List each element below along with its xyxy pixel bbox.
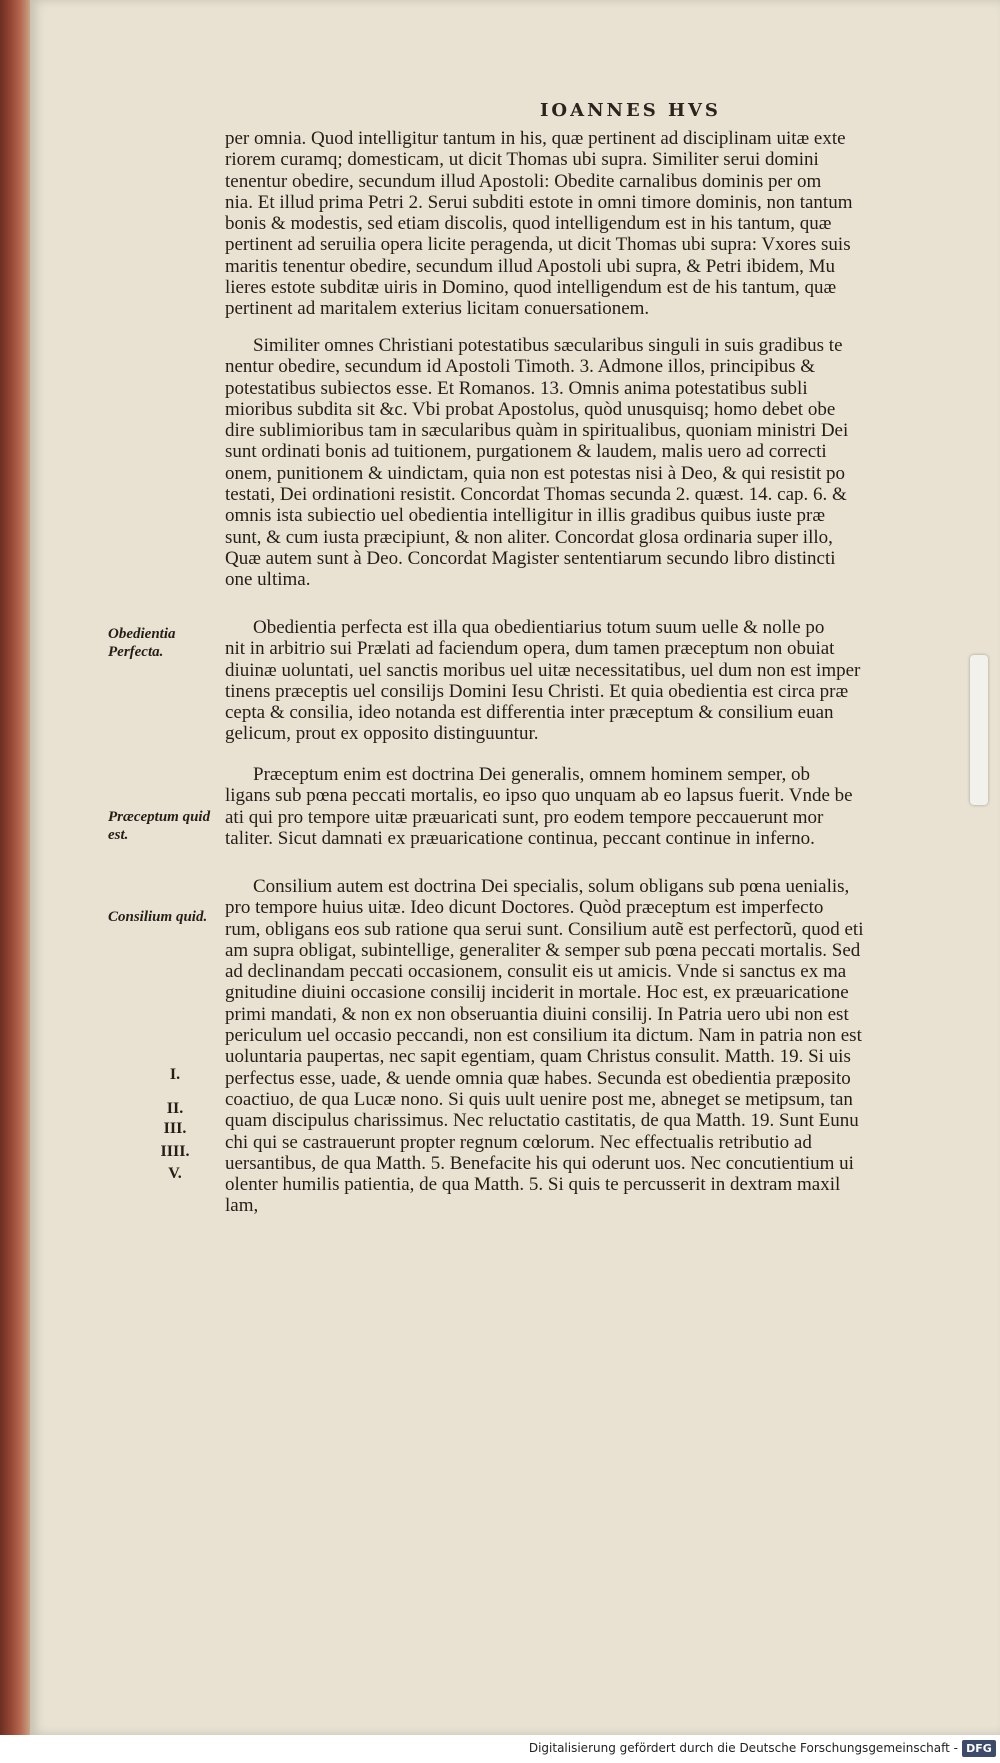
footer-bar [0,1735,1000,1763]
text-line: dire sublimioribus tam in sæcularibus quàm in spiritualibus, quoniam ministri Dei [225,420,849,442]
text-line: lam, [225,1195,259,1217]
text-line: ati qui pro tempore uitæ præuaricati sunt, pro eodem tempore peccauerunt mor [225,806,824,828]
text-line: lieres estote subditæ uiris in Domino, quod intelligendum est de his tantum, quæ [225,277,837,299]
text-line: sunt ordinati bonis ad tuitionem, purgationem & laudem, malis uero ad correcti [225,441,827,463]
text-line: Similiter omnes Christiani potestatibus sæcularibus singuli in suis gradibus te [253,335,843,356]
text-line: coactiuo, de qua Lucæ nono. Si quis uult uenire post me, abneget se metipsum, tan [225,1088,853,1110]
numeral-3: III. [163,1120,187,1137]
text-line: quam discipulus charissimus. Nec reluctatio castitatis, de qua Matth. 19. Sunt Eunu [225,1110,859,1132]
book-edge [0,0,30,1735]
text-line: primi mandati, & non ex non obseruantia diuini consilij. In Patria uero ubi non est [225,1003,849,1025]
paragraph-5 [225,876,945,1217]
text-line: ligans sub pœna peccati mortalis, eo ipso quo unquam ab eo lapsus fuerit. Vnde be [225,785,853,807]
text-line: Obedientia perfecta est illa qua obedientiarius totum suum uelle & nolle po [253,617,825,638]
margin-note-obedientia: Obedientia Perfecta. [108,626,176,660]
paragraph-4 [225,764,945,849]
text-line: pro tempore huius uitæ. Ideo dicunt Doctores. Quòd præceptum est imperfecto [225,897,824,919]
text-line: maritis tenentur obedire, secundum illud Apostoli ubi supra, & Petri ibidem, Mu [225,255,836,277]
text-line: per omnia. Quod intelligitur tantum in his, quæ pertinent ad disciplinam uitæ exte [225,128,846,149]
text-line: tinens præceptis uel consilijs Domini Iesu Christi. Et quia obedientia est circa præ [225,680,849,702]
text-line: rum, obligans eos sub ratione qua serui sunt. Consilium autẽ est perfectorũ, quod eti [225,918,864,940]
text-line: perfectus esse, uade, & uende omnia quæ habes. Secunda est obedientia præposito [225,1067,851,1089]
running-head: IOANNES HVS [540,100,721,121]
footer-credit: Digitalisierung gefördert durch die Deutsche Forschungsgemeinschaft - [528,1741,958,1755]
numeral-4: IIII. [160,1143,190,1160]
numeral-5: V. [168,1165,182,1182]
text-line: bonis & modestis, sed etiam discolis, quod intelligendum est in his tantum, quæ [225,213,832,235]
paragraph-1 [225,128,945,320]
text-line: mioribus subdita sit &c. Vbi probat Apostolus, quòd unusquisq; homo debet obe [225,398,836,420]
text-line: sunt, & cum iusta præcipiunt, & non aliter. Concordat glosa ordinaria super illo, [225,526,833,548]
text-line: cepta & consilia, ideo notanda est differentia inter præceptum & consilium euan [225,702,834,724]
text-line: onem, punitionem & uindictam, quia non est potestas nisi à Deo, & qui resistit po [225,462,846,484]
text-line: uersantibus, de qua Matth. 5. Benefacite his qui oderunt uos. Nec concutientium ui [225,1152,854,1174]
text-line: gelicum, prout ex opposito distinguuntur. [225,723,539,745]
numeral-1: I. [169,1066,181,1083]
page-clip [970,655,988,805]
paragraph-3 [225,617,945,745]
text-line: testati, Dei ordinationi resistit. Concordat Thomas secunda 2. quæst. 14. cap. 6. & [225,484,847,506]
text-line: olenter humilis patientia, de qua Matth. 5. Si quis te percusserit in dextram maxil [225,1174,841,1196]
text-line: nia. Et illud prima Petri 2. Serui subditi estote in omni timore dominis, non tantum [225,191,853,213]
text-line: periculum uel occasio peccandi, non est consilium ita dictum. Nam in patria non est [225,1025,862,1047]
text-line: tenentur obedire, secundum illud Apostoli: Obedite carnalibus dominis per om [225,170,822,192]
text-line: Præceptum enim est doctrina Dei generalis, omnem hominem semper, ob [253,764,810,785]
margin-note-consilium: Consilium quid. [108,909,208,925]
text-line: riorem curamq; domesticam, ut dicit Thomas ubi supra. Similiter serui domini [225,149,819,171]
text-line: nit in arbitrio sui Prælati ad faciendum opera, dum tamen præceptum non obuiat [225,638,835,660]
text-line: pertinent ad maritalem exterius licitam conuersationem. [225,298,650,320]
text-line: am supra obligat, subintellige, generaliter & semper sub pœna peccati mortalis. Sed [225,939,861,961]
paragraph-2 [225,335,945,591]
text-line: diuinæ uoluntati, uel sanctis moribus uel uitæ necessitatibus, uel dum non est imper [225,659,861,681]
numeral-2: II. [166,1100,184,1117]
text-line: omnis ista subiectio uel obedientia intelligitur in illis gradibus quibus iuste præ [225,505,826,527]
margin-note-praeceptum: Præceptum quid est. [108,809,211,843]
text-line: chi qui se castrauerunt propter regnum cœlorum. Nec effectualis retributio ad [225,1131,812,1153]
text-line: one ultima. [225,569,311,591]
text-line: ad declinandam peccati occasionem, consulit eis ut amicis. Vnde si sanctus ex ma [225,961,847,983]
text-line: nentur obedire, secundum id Apostoli Timoth. 3. Admone illos, principibus & [225,356,816,378]
text-line: gnitudine diuini occasione consilij inciderit in mortale. Hoc est, ex præuaricatione [225,982,849,1004]
text-line: taliter. Sicut damnati ex præuaricatione continua, peccant continue in inferno. [225,827,815,849]
dfg-logo: DFG [962,1740,996,1757]
text-line: potestatibus subiectos esse. Et Romanos. 13. Omnis anima potestatibus subli [225,377,808,399]
text-line: pertinent ad seruilia opera licite peragenda, ut dicit Thomas ubi supra: Vxores suis [225,234,851,256]
text-line: Consilium autem est doctrina Dei specialis, solum obligans sub pœna uenialis, [253,876,850,897]
text-line: Quæ autem sunt à Deo. Concordat Magister sententiarum secundo libro distincti [225,547,836,569]
text-line: uoluntaria paupertas, nec sapit egentiam, quam Christus consulit. Matth. 19. Si uis [225,1046,851,1068]
